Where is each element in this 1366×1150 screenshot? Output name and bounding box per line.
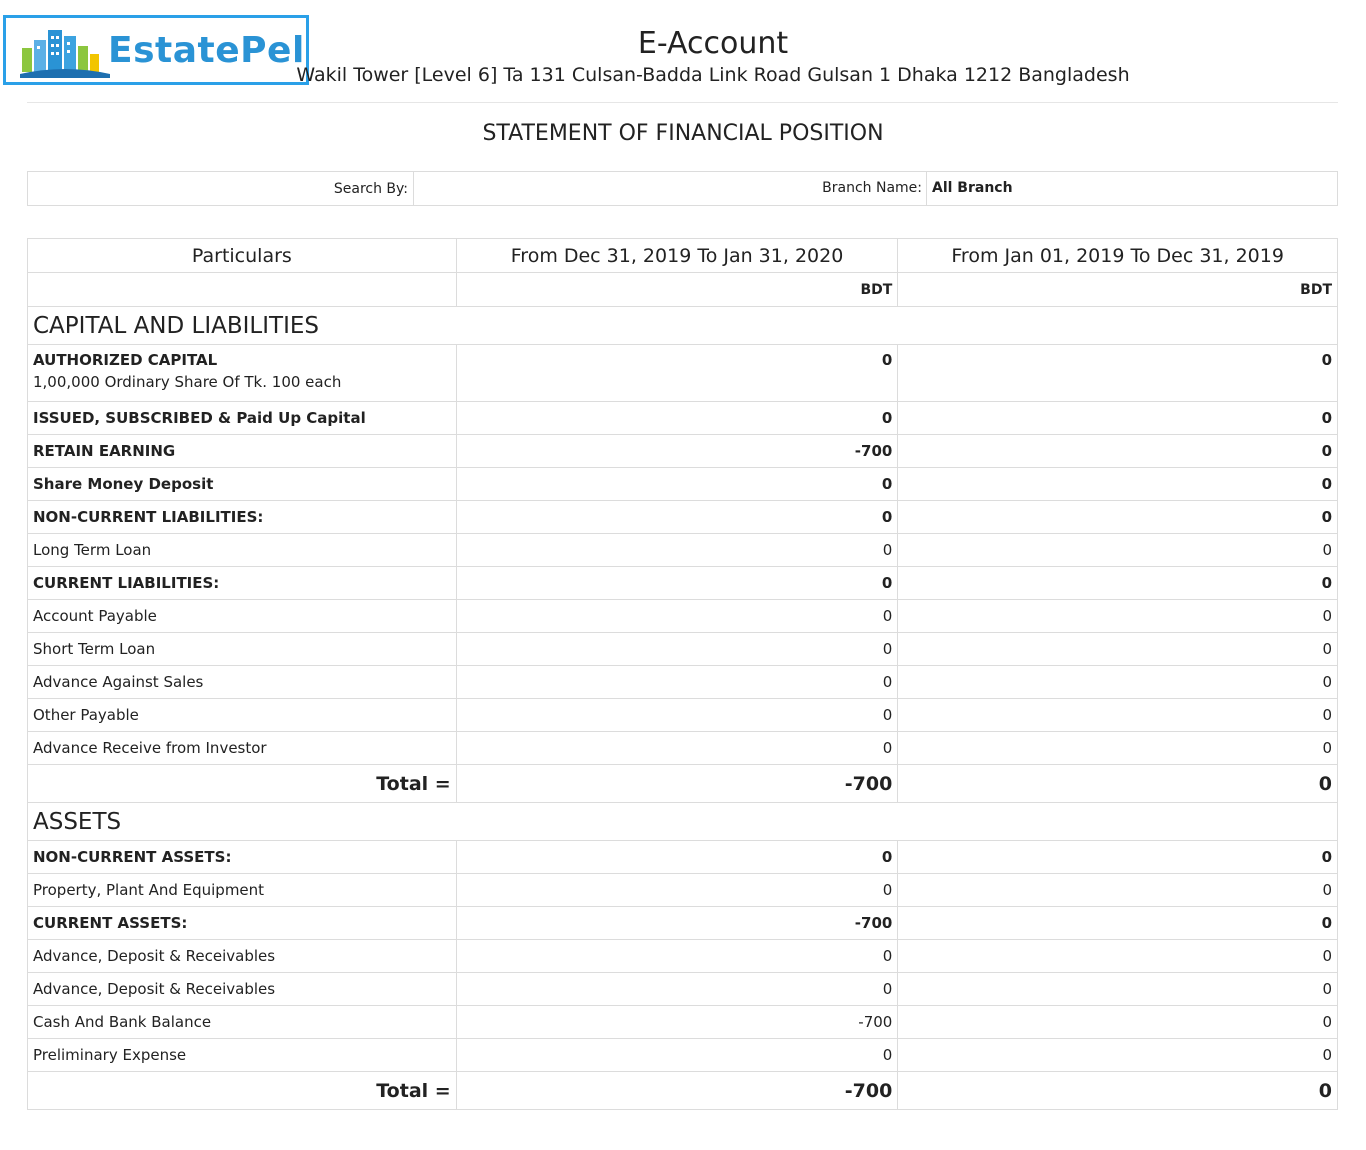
row-label-text: AUTHORIZED CAPITAL xyxy=(33,351,218,369)
table-row xyxy=(28,402,1338,435)
table-row xyxy=(28,907,1338,940)
row-value-period-1: 0 xyxy=(456,567,898,600)
row-value-period-1: 0 xyxy=(456,633,898,666)
row-label xyxy=(28,1039,457,1072)
capital-total-period-1: -700 xyxy=(456,765,898,803)
row-label-text: Advance, Deposit & Receivables xyxy=(33,947,276,965)
search-by-label: Search By: xyxy=(28,172,414,206)
company-address: Wakil Tower [Level 6] Ta 131 Culsan-Badda Link Road Gulsan 1 Dhaka 1212 Bangladesh xyxy=(296,64,1130,86)
row-label xyxy=(28,633,457,666)
row-value-period-2: 0 xyxy=(898,841,1338,874)
row-label-text: Property, Plant And Equipment xyxy=(33,881,265,899)
row-label-text: ISSUED, SUBSCRIBED & Paid Up Capital xyxy=(33,409,366,427)
row-value-period-2: 0 xyxy=(898,732,1338,765)
row-label-text: Long Term Loan xyxy=(33,541,152,559)
row-value-period-1: -700 xyxy=(456,435,898,468)
row-value-period-2: 0 xyxy=(898,1006,1338,1039)
row-value-period-2: 0 xyxy=(898,666,1338,699)
assets-total-row xyxy=(28,1072,1338,1110)
row-value-period-2: 0 xyxy=(898,907,1338,940)
table-row xyxy=(28,1006,1338,1039)
table-row xyxy=(28,973,1338,1006)
statement-title: STATEMENT OF FINANCIAL POSITION xyxy=(482,121,884,146)
row-label xyxy=(28,402,457,435)
table-row xyxy=(28,567,1338,600)
row-label xyxy=(28,501,457,534)
row-label xyxy=(28,567,457,600)
row-value-period-1: 0 xyxy=(456,666,898,699)
row-label xyxy=(28,468,457,501)
row-value-period-1: 0 xyxy=(456,501,898,534)
row-value-period-1: 0 xyxy=(456,699,898,732)
row-label xyxy=(28,973,457,1006)
assets-total-period-1: -700 xyxy=(456,1072,898,1110)
row-value-period-1: 0 xyxy=(456,874,898,907)
branch-name-label: Branch Name: xyxy=(822,180,922,196)
header-divider xyxy=(27,102,1338,103)
row-value-period-1: 0 xyxy=(456,940,898,973)
row-label xyxy=(28,666,457,699)
row-value-period-2: 0 xyxy=(898,435,1338,468)
capital-section-title: CAPITAL AND LIABILITIES xyxy=(28,307,1338,345)
row-value-period-2: 0 xyxy=(898,633,1338,666)
row-value-period-2: 0 xyxy=(898,501,1338,534)
row-value-period-2: 0 xyxy=(898,1039,1338,1072)
assets-total-label: Total = xyxy=(28,1072,457,1110)
capital-total-period-2: 0 xyxy=(898,765,1338,803)
row-label xyxy=(28,907,457,940)
row-value-period-2: 0 xyxy=(898,402,1338,435)
row-label-text: Advance Against Sales xyxy=(33,673,204,691)
assets-section-title: ASSETS xyxy=(28,803,1338,841)
table-row xyxy=(28,468,1338,501)
table-row xyxy=(28,841,1338,874)
row-label-text: Short Term Loan xyxy=(33,640,156,658)
table-row xyxy=(28,501,1338,534)
table-row xyxy=(28,940,1338,973)
page-header xyxy=(0,0,1366,103)
currency-empty xyxy=(28,273,457,307)
row-label xyxy=(28,732,457,765)
row-label xyxy=(28,699,457,732)
row-value-period-2: 0 xyxy=(898,567,1338,600)
row-label xyxy=(28,1006,457,1039)
row-label-text: RETAIN EARNING xyxy=(33,442,176,460)
row-sub-label: 1,00,000 Ordinary Share Of Tk. 100 each xyxy=(33,373,342,391)
table-row xyxy=(28,435,1338,468)
col-period-2: From Jan 01, 2019 To Dec 31, 2019 xyxy=(898,239,1338,273)
table-row xyxy=(28,666,1338,699)
currency-period-2: BDT xyxy=(898,273,1338,307)
app-title: E-Account xyxy=(637,26,789,61)
col-period-1: From Dec 31, 2019 To Jan 31, 2020 xyxy=(456,239,898,273)
row-label xyxy=(28,534,457,567)
row-label xyxy=(28,874,457,907)
row-value-period-2: 0 xyxy=(898,973,1338,1006)
row-value-period-2: 0 xyxy=(898,345,1338,402)
row-label-text: Share Money Deposit xyxy=(33,475,214,493)
row-value-period-2: 0 xyxy=(898,940,1338,973)
table-row xyxy=(28,1039,1338,1072)
capital-section-row xyxy=(28,307,1338,345)
table-row xyxy=(28,534,1338,567)
row-value-period-1: 0 xyxy=(456,468,898,501)
table-header-row xyxy=(28,239,1338,273)
row-value-period-1: -700 xyxy=(456,907,898,940)
row-value-period-1: 0 xyxy=(456,345,898,402)
row-label-text: Advance Receive from Investor xyxy=(33,739,267,757)
row-label-text: CURRENT LIABILITIES: xyxy=(33,574,220,592)
row-label xyxy=(28,345,457,402)
capital-total-label: Total = xyxy=(28,765,457,803)
row-value-period-2: 0 xyxy=(898,699,1338,732)
row-label xyxy=(28,435,457,468)
row-value-period-2: 0 xyxy=(898,534,1338,567)
row-label xyxy=(28,600,457,633)
table-row xyxy=(28,600,1338,633)
row-value-period-1: 0 xyxy=(456,732,898,765)
row-value-period-2: 0 xyxy=(898,468,1338,501)
capital-total-row xyxy=(28,765,1338,803)
row-label-text: Cash And Bank Balance xyxy=(33,1013,212,1031)
row-label-text: Advance, Deposit & Receivables xyxy=(33,980,276,998)
table-row xyxy=(28,633,1338,666)
row-value-period-1: 0 xyxy=(456,600,898,633)
assets-section-row xyxy=(28,803,1338,841)
table-row xyxy=(28,699,1338,732)
logo-text: EstatePel xyxy=(108,30,305,71)
table-row xyxy=(28,732,1338,765)
row-value-period-2: 0 xyxy=(898,874,1338,907)
row-value-period-1: 0 xyxy=(456,841,898,874)
row-value-period-1: 0 xyxy=(456,534,898,567)
branch-name-value[interactable]: All Branch xyxy=(932,180,1013,196)
row-value-period-1: 0 xyxy=(456,402,898,435)
table-row xyxy=(28,874,1338,907)
row-label-text: NON-CURRENT LIABILITIES: xyxy=(33,508,264,526)
currency-period-1: BDT xyxy=(456,273,898,307)
row-value-period-1: 0 xyxy=(456,1039,898,1072)
row-label-text: Preliminary Expense xyxy=(33,1046,187,1064)
table-row xyxy=(28,345,1338,402)
col-particulars: Particulars xyxy=(28,239,457,273)
row-label xyxy=(28,841,457,874)
row-label-text: Account Payable xyxy=(33,607,157,625)
row-label-text: CURRENT ASSETS: xyxy=(33,914,188,932)
currency-row xyxy=(28,273,1338,307)
row-value-period-1: -700 xyxy=(456,1006,898,1039)
row-label xyxy=(28,940,457,973)
row-label-text: NON-CURRENT ASSETS: xyxy=(33,848,232,866)
financial-position-table xyxy=(27,238,1338,1110)
assets-total-period-2: 0 xyxy=(898,1072,1338,1110)
row-label-text: Other Payable xyxy=(33,706,139,724)
row-value-period-2: 0 xyxy=(898,600,1338,633)
row-value-period-1: 0 xyxy=(456,973,898,1006)
